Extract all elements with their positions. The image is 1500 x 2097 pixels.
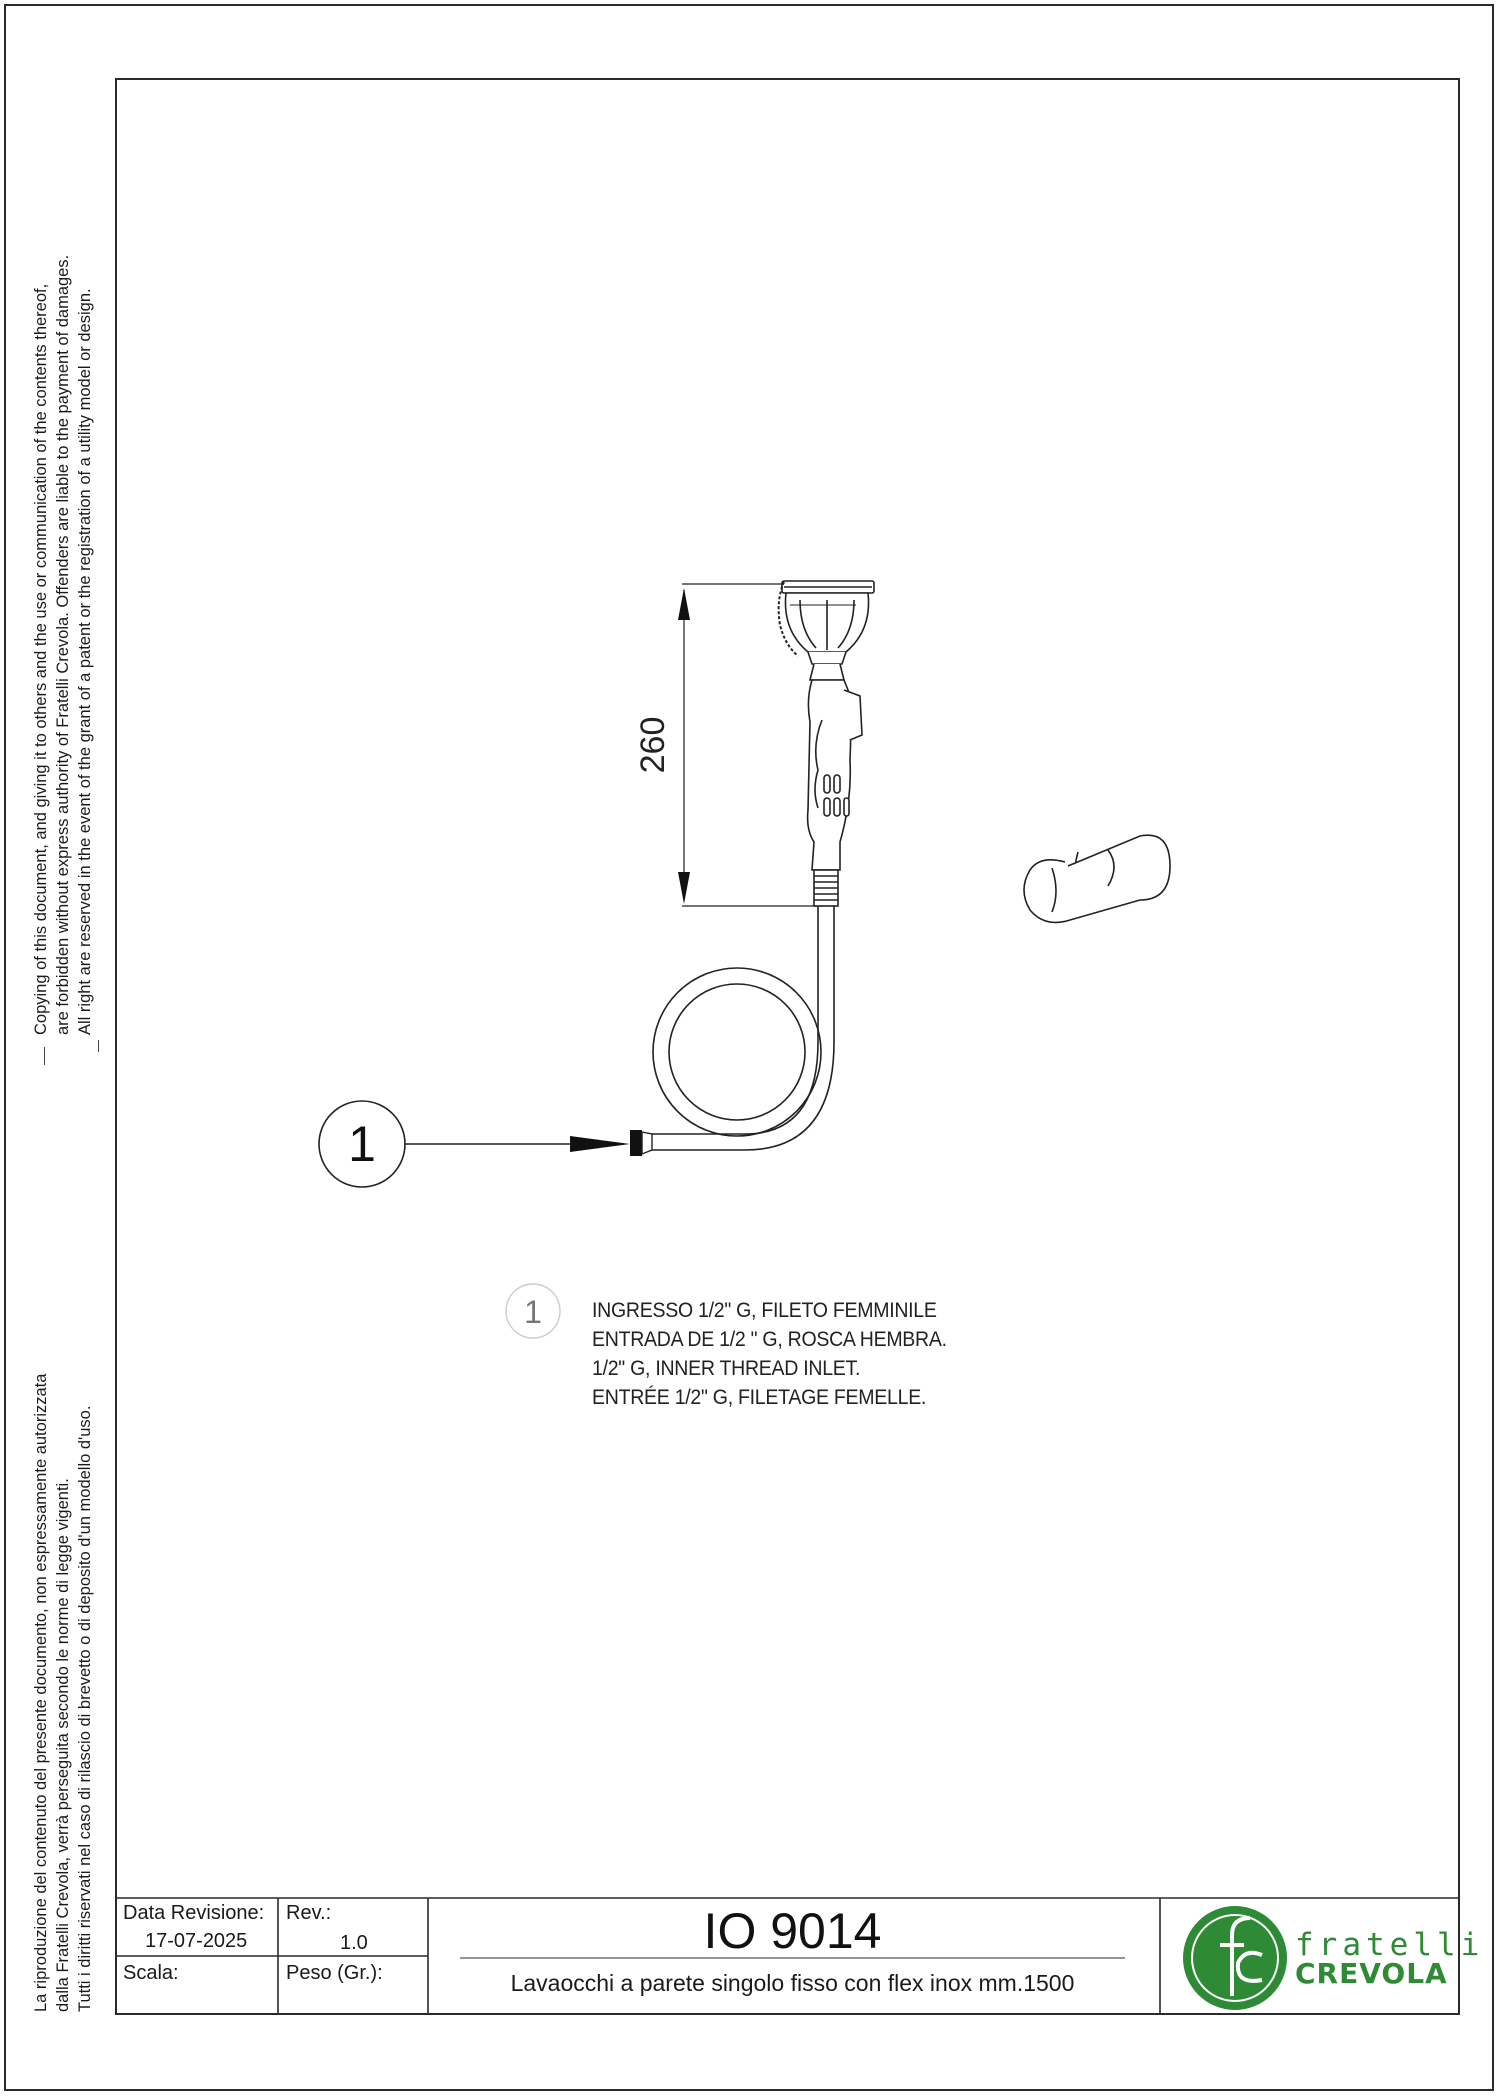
rev-label: Rev.: xyxy=(286,1902,332,1924)
copyright-line: Copying of this document, and giving it to others and the use or communication of the contents thereof, xyxy=(32,283,50,1035)
note-number: 1 xyxy=(524,1294,542,1330)
callout-number: 1 xyxy=(348,1116,376,1172)
fc-logo-icon xyxy=(1183,1906,1287,2010)
revision-date: 17-07-2025 xyxy=(145,1930,248,1952)
flex-hose xyxy=(650,906,834,1150)
weight-label: Peso (Gr.): xyxy=(286,1962,383,1984)
copyright-line: are forbidden without express authority of Fratelli Crevola. Offenders are liable to the payment of damages. xyxy=(54,254,72,1035)
copyright-line: Tutti i diritti riservati nel caso di rilascio di brevetto o di deposito d'un modello d'uso. xyxy=(76,1405,94,2012)
copyright-line: All right are reserved in the event of the grant of a patent or the registration of a utility model or design. xyxy=(76,288,94,1035)
product-description: Lavaocchi a parete singolo fisso con flex inox mm.1500 xyxy=(510,1970,1075,1996)
revision-date-label: Data Revisione: xyxy=(123,1902,265,1924)
eyewash-head xyxy=(779,581,874,906)
note-line: ENTRÉE 1/2" G, FILETAGE FEMELLE. xyxy=(592,1386,927,1409)
scale-label: Scala: xyxy=(123,1962,179,1984)
copyright-line: La riproduzione del contenuto del presente documento, non espressamente autorizzata xyxy=(32,1373,50,2012)
note-line: INGRESSO 1/2" G, FILETO FEMMINILE xyxy=(592,1299,937,1322)
inlet-note xyxy=(592,1296,947,1412)
rev-value: 1.0 xyxy=(340,1932,368,1954)
brand-name-line2: CREVOLA xyxy=(1295,1957,1448,1990)
product-code: IO 9014 xyxy=(703,1903,882,1959)
note-line: ENTRADA DE 1/2 " G, ROSCA HEMBRA. xyxy=(592,1328,947,1351)
copyright-line: dalla Fratelli Crevola, verrà perseguita secondo le norme di legge vigenti. xyxy=(54,1478,72,2012)
note-line: 1/2" G, INNER THREAD INLET. xyxy=(592,1357,861,1380)
dimension-label: 260 xyxy=(634,716,672,774)
wall-holder xyxy=(1024,835,1170,922)
inlet-fitting xyxy=(630,1130,652,1156)
brand-name-line1: fratelli xyxy=(1295,1927,1485,1963)
